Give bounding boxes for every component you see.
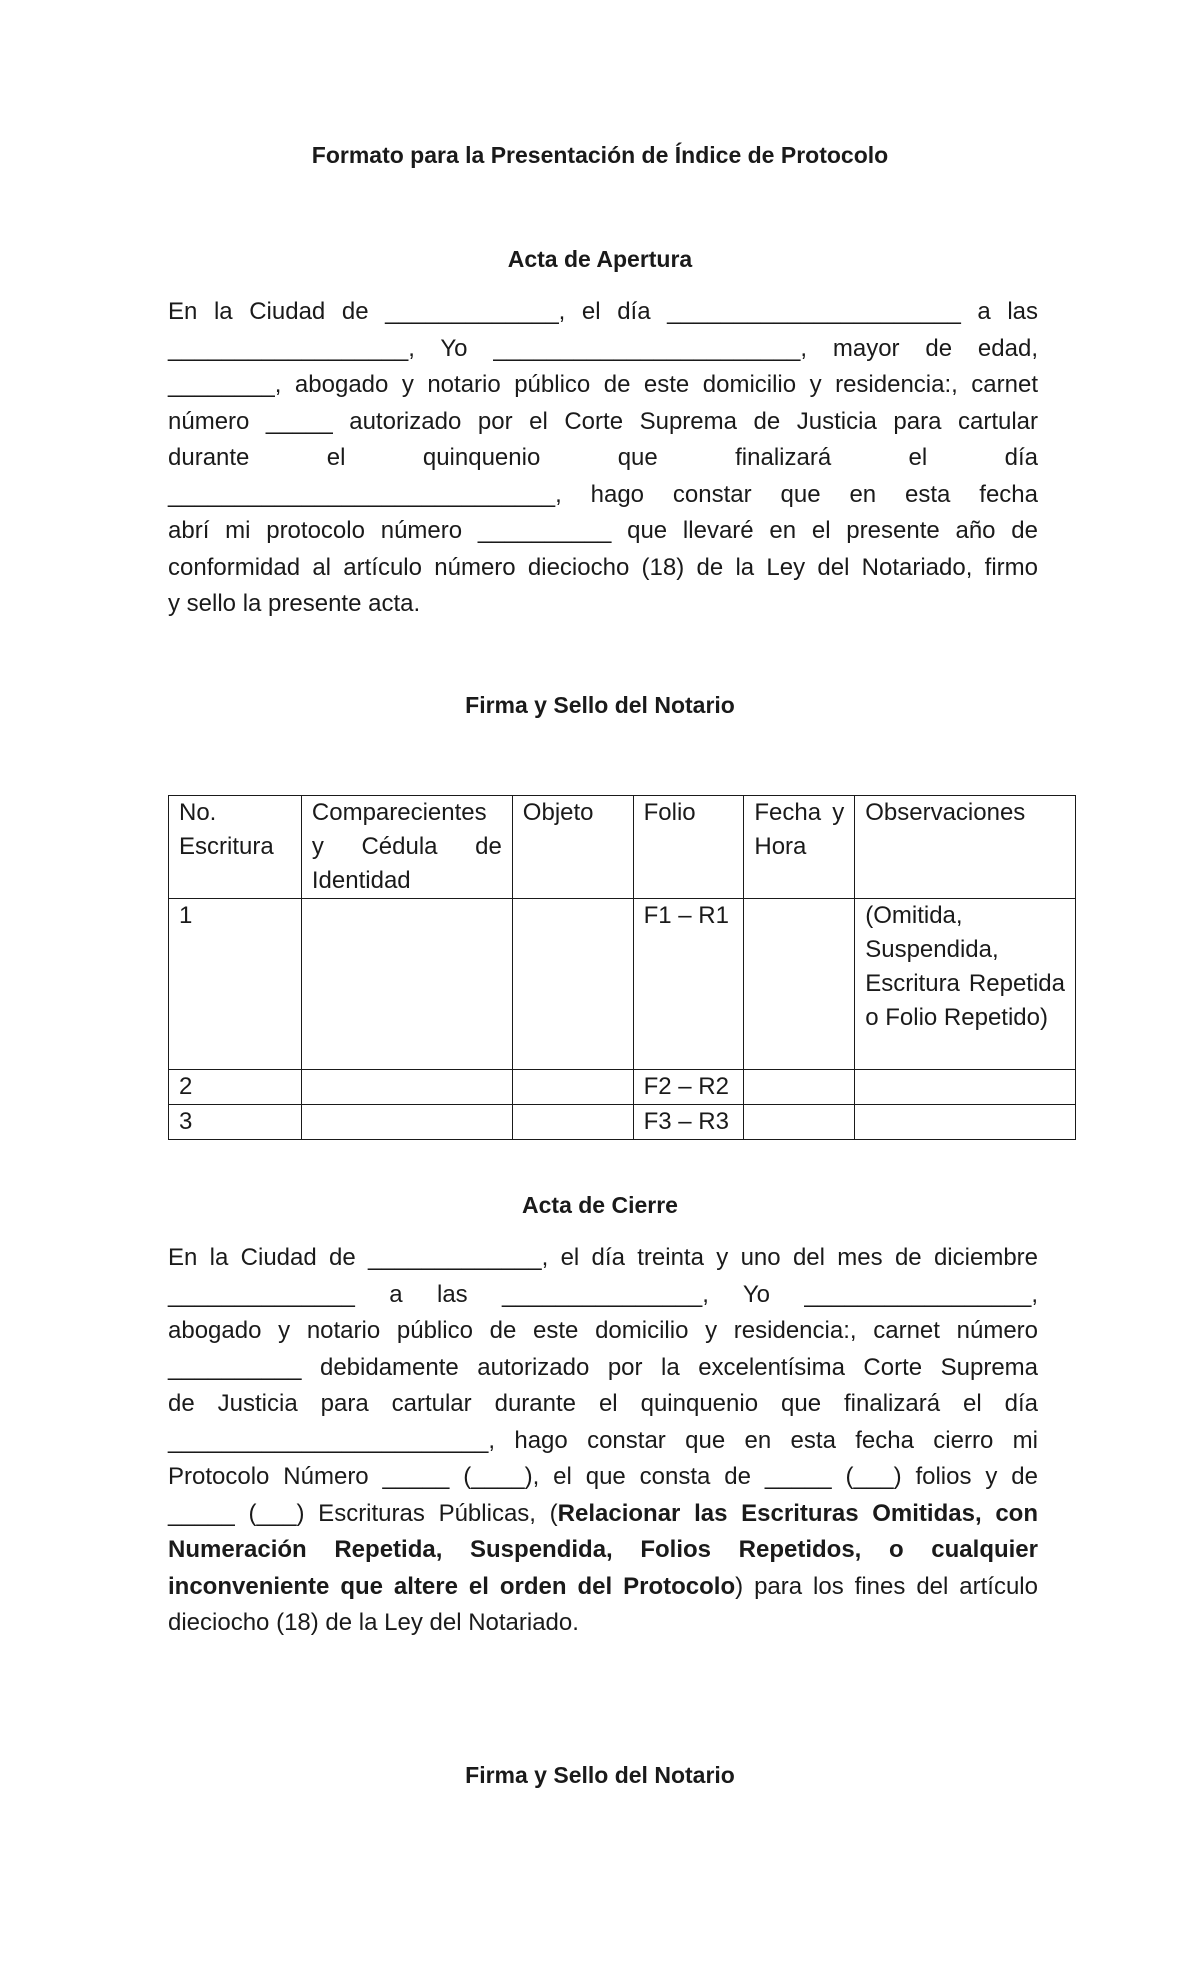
table-cell — [855, 1070, 1076, 1105]
apertura-line: ________, abogado y notario público de este domicilio y residencia:, carnet — [168, 371, 1038, 398]
apertura-line: número _____ autorizado por el Corte Suprema de Justicia para cartular — [168, 407, 1038, 435]
cierre-line — [168, 1496, 1038, 1533]
table-row — [169, 1070, 1076, 1105]
table-cell — [744, 1070, 855, 1105]
table-cell — [512, 899, 633, 1070]
cierre-line — [168, 1569, 1038, 1606]
header-folio: Folio — [633, 796, 744, 899]
table-row — [169, 1105, 1076, 1140]
cierre-bold-text: inconveniente que altere el orden del Protocolo — [168, 1572, 736, 1600]
table-cell — [744, 1105, 855, 1140]
cierre-line: Protocolo Número _____ (____), el que consta de _____ (___) folios y de — [168, 1463, 1038, 1490]
table-cell — [744, 899, 855, 1070]
table-row — [169, 899, 1076, 1070]
apertura-line: En la Ciudad de _____________, el día ______________________ a las — [168, 298, 1038, 325]
table-cell: F2 – R2 — [633, 1070, 744, 1105]
table-cell: 1 — [169, 899, 302, 1070]
document-title: Formato para la Presentación de Índice de Protocolo — [311, 142, 889, 168]
apertura-line: conformidad al artículo número dieciocho (18) de la Ley del Notariado, firmo — [168, 553, 1038, 581]
cierre-line: ________________________, hago constar que en esta fecha cierro mi — [168, 1426, 1038, 1454]
cierre-line: abogado y notario público de este domicilio y residencia:, carnet número — [168, 1317, 1038, 1344]
table-cell — [301, 899, 512, 1070]
cierre-bold-text: Relacionar las Escrituras Omitidas, con — [557, 1499, 1038, 1527]
table-cell — [301, 1070, 512, 1105]
header-no-escritura: No. Escritura — [169, 796, 302, 899]
cierre-signature-label: Firma y Sello del Notario — [465, 1762, 735, 1788]
acta-cierre-body — [168, 1240, 1038, 1642]
table-cell — [855, 1105, 1076, 1140]
table-cell — [512, 1070, 633, 1105]
acta-cierre-heading: Acta de Cierre — [522, 1192, 678, 1218]
header-fecha-hora: Fecha y Hora — [744, 796, 855, 899]
cierre-line-text: _____ (___) Escrituras Públicas, ( — [168, 1499, 558, 1527]
cierre-line: __________ debidamente autorizado por la excelentísima Corte Suprema — [168, 1353, 1038, 1381]
apertura-line: y sello la presente acta. — [168, 590, 421, 617]
table-cell: F1 – R1 — [633, 899, 744, 1070]
header-objeto: Objeto — [512, 796, 633, 899]
table-cell: (Omitida, Suspendida, Escritura Repetida o Folio Repetido) — [855, 899, 1076, 1070]
cierre-line — [168, 1532, 1038, 1569]
apertura-signature-label: Firma y Sello del Notario — [465, 692, 735, 718]
table-header-row — [169, 796, 1076, 899]
apertura-line: durante el quinquenio que finalizará el día — [168, 444, 1038, 471]
table-cell: F3 – R3 — [633, 1105, 744, 1140]
table-cell: 3 — [169, 1105, 302, 1140]
table-cell — [301, 1105, 512, 1140]
apertura-line: abrí mi protocolo número __________ que llevaré en el presente año de — [168, 517, 1038, 544]
acta-apertura-body — [168, 294, 1038, 623]
apertura-line: __________________, Yo _______________________, mayor de edad, — [168, 334, 1038, 362]
cierre-line: ______________ a las _______________, Yo _________________, — [168, 1280, 1038, 1308]
table-cell — [512, 1105, 633, 1140]
cierre-line-text: ) para los fines del artículo — [735, 1572, 1038, 1600]
apertura-line: _____________________________, hago constar que en esta fecha — [168, 480, 1038, 508]
header-observaciones: Observaciones — [855, 796, 1076, 899]
cierre-bold-text: Numeración Repetida, Suspendida, Folios Repetidos, o cualquier — [168, 1536, 1038, 1563]
header-comparecientes: Comparecientes y Cédula de Identidad — [301, 796, 512, 899]
acta-apertura-heading: Acta de Apertura — [507, 246, 693, 272]
cierre-line: En la Ciudad de _____________, el día treinta y uno del mes de diciembre — [168, 1244, 1038, 1271]
cierre-line: de Justicia para cartular durante el quinquenio que finalizará el día — [168, 1390, 1038, 1417]
table-cell: 2 — [169, 1070, 302, 1105]
protocol-index-table — [168, 795, 1076, 1140]
cierre-line: dieciocho (18) de la Ley del Notariado. — [168, 1609, 579, 1636]
